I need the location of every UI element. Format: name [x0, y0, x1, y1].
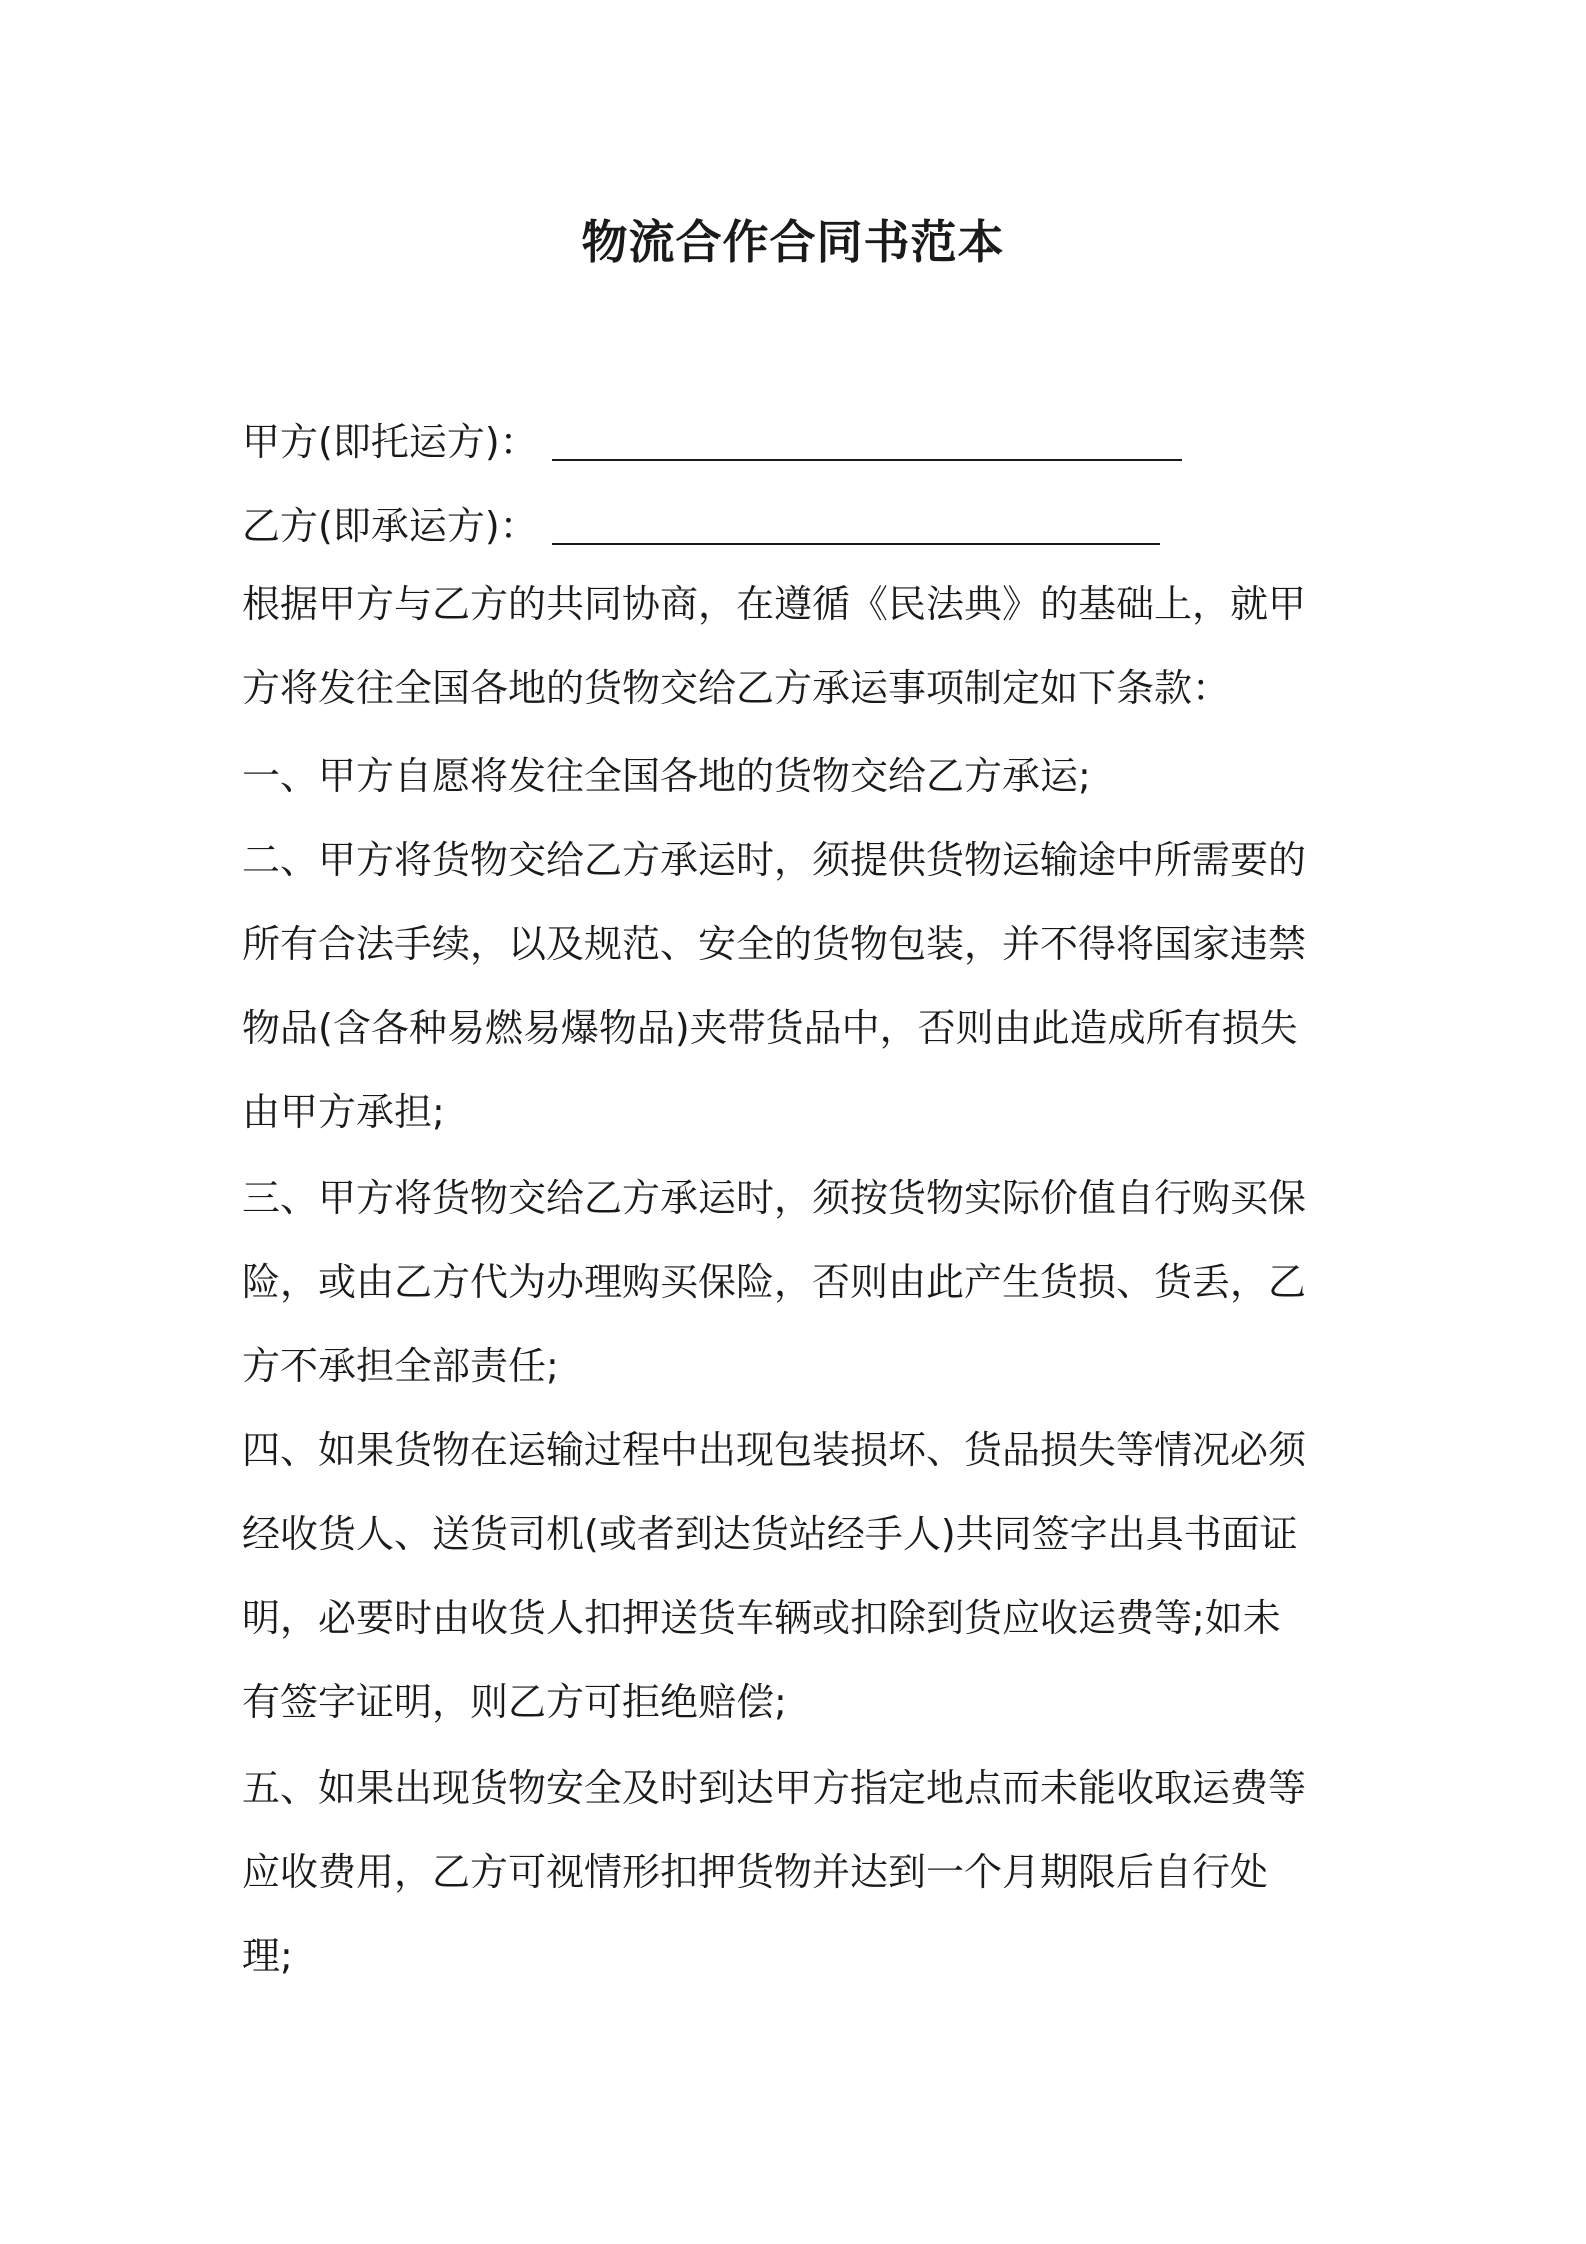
- body-line: 应收费用，乙方可视情形扣押货物并达到一个月期限后自行处: [242, 1850, 1269, 1894]
- clause-3: 三、甲方将货物交给乙方承运时，须按货物实际价值自行购买保: [242, 1176, 1307, 1220]
- body-line: 所有合法手续，以及规范、安全的货物包装，并不得将国家违禁: [242, 922, 1307, 966]
- clause-4: 四、如果货物在运输过程中出现包装损坏、货品损失等情况必须: [242, 1428, 1307, 1472]
- party-b-blank: [552, 543, 1160, 545]
- clause-1: 一、甲方自愿将发往全国各地的货物交给乙方承运;: [242, 754, 1091, 798]
- party-a-label: 甲方(即托运方)：: [242, 420, 538, 464]
- body-line: 理;: [242, 1934, 293, 1978]
- body-line: 明，必要时由收货人扣押送货车辆或扣除到货应收运费等;如未: [242, 1596, 1281, 1640]
- body-line: 物品(含各种易燃易爆物品)夹带货品中，否则由此造成所有损失: [242, 1006, 1298, 1050]
- body-line: 有签字证明，则乙方可拒绝赔偿;: [242, 1680, 787, 1724]
- party-a-blank: [552, 459, 1182, 461]
- clause-5: 五、如果出现货物安全及时到达甲方指定地点而未能收取运费等: [242, 1766, 1307, 1810]
- body-line: 方将发往全国各地的货物交给乙方承运事项制定如下条款：: [242, 666, 1231, 710]
- party-b-label: 乙方(即承运方)：: [242, 504, 538, 548]
- body-line: 根据甲方与乙方的共同协商，在遵循《民法典》的基础上，就甲: [242, 582, 1307, 626]
- clause-2: 二、甲方将货物交给乙方承运时，须提供货物运输途中所需要的: [242, 838, 1307, 882]
- body-line: 经收货人、送货司机(或者到达货站经手人)共同签字出具书面证: [242, 1512, 1298, 1556]
- document-title: 物流合作合同书范本: [581, 215, 1005, 269]
- body-line: 由甲方承担;: [242, 1090, 445, 1134]
- party-a-line: [242, 412, 1182, 472]
- body-line: 方不承担全部责任;: [242, 1344, 559, 1388]
- body-line: 险，或由乙方代为办理购买保险，否则由此产生货损、货丢，乙: [242, 1260, 1307, 1304]
- party-b-line: [242, 496, 1160, 556]
